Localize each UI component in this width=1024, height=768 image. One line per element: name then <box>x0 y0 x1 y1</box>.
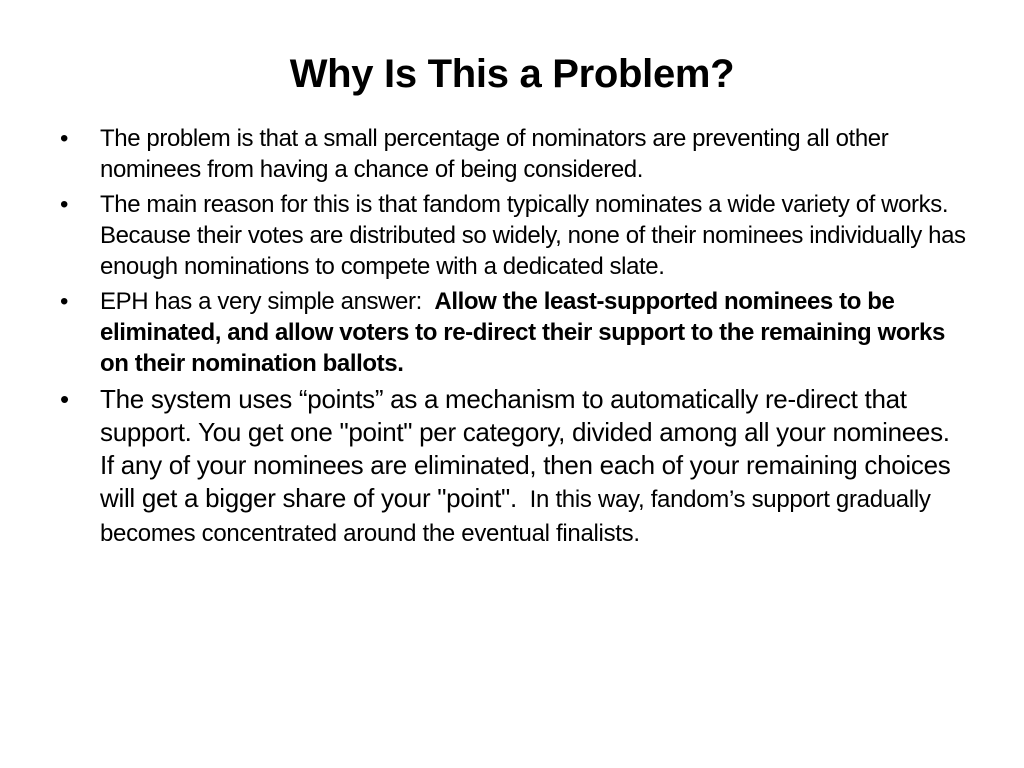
bullet-item-points-system <box>60 383 970 550</box>
slide-title: Why Is This a Problem? <box>289 52 735 96</box>
bullet-bold-text: Allow the least-supported nominees to be eliminated, and allow voters to re-direct their support to the remaining works on their nomination ballots. <box>100 288 945 377</box>
bullet-text: EPH has a very simple answer: <box>100 288 435 315</box>
bullet-text-continuation: In this way, fandom’s support gradually becomes concentrated around the eventual finalists. <box>100 486 937 547</box>
bullet-item-problem <box>60 123 970 185</box>
bullet-text: The main reason for this is that fandom typically nominates a wide variety of works. Because their votes are distributed so widely, none of their nominees individually has enough nominations to compete with a dedicated slate. <box>100 191 966 280</box>
bullet-list <box>60 123 970 554</box>
bullet-marker: • <box>60 191 69 218</box>
bullet-marker: • <box>60 384 69 414</box>
bullet-marker: • <box>60 125 69 152</box>
bullet-item-eph-answer <box>60 286 970 379</box>
bullet-text: The problem is that a small percentage of nominators are preventing all other nominees from having a chance of being considered. <box>100 125 889 183</box>
bullet-text: The system uses “points” as a mechanism to automatically re-direct that support. You get one "point" per category, divided among all your nominees. If any of your nominees are eliminated, then each of your remaining choices will get a bigger share of your "point". <box>100 384 951 513</box>
bullet-item-reason <box>60 189 970 282</box>
bullet-marker: • <box>60 288 69 315</box>
